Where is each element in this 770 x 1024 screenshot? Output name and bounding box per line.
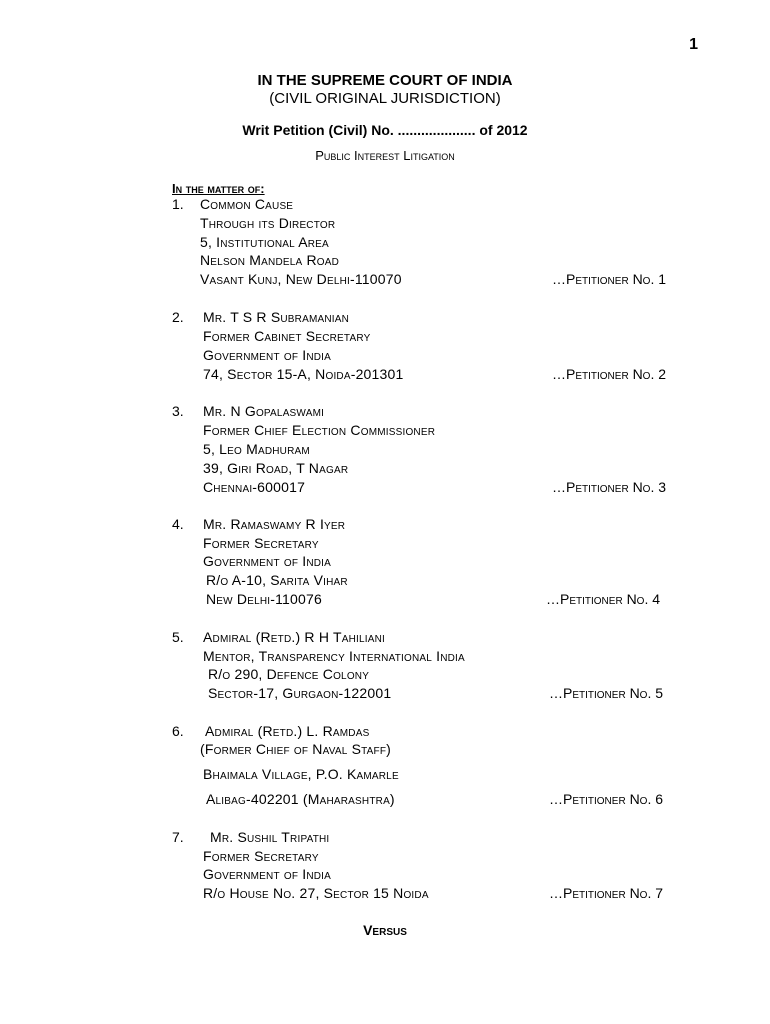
petition-number: Writ Petition (Civil) No. .................... of 2012 bbox=[242, 122, 528, 138]
petitioner-line: Mentor, Transparency International India bbox=[203, 648, 465, 664]
petitioner-label: …Petitioner No. 7 bbox=[549, 885, 664, 901]
petitioner-line: Admiral (Retd.) R H Tahiliani bbox=[203, 629, 386, 645]
matter-label: In the matter of: bbox=[172, 181, 265, 196]
petitioner-line: Admiral (Retd.) L. Ramdas bbox=[205, 723, 370, 739]
petitioner-line: Mr. N Gopalaswami bbox=[203, 403, 325, 419]
petitioner-line: R/o A-10, Sarita Vihar bbox=[206, 572, 348, 588]
petitioner-label: …Petitioner No. 5 bbox=[549, 685, 664, 701]
court-title: IN THE SUPREME COURT OF INDIA bbox=[257, 72, 513, 89]
petitioner-number: 1. bbox=[172, 196, 184, 212]
petitioner-number: 7. bbox=[172, 829, 184, 845]
petitioner-line: 39, Giri Road, T Nagar bbox=[203, 460, 349, 476]
petitioner-line: Mr. T S R Subramanian bbox=[203, 309, 350, 325]
petitioner-label: …Petitioner No. 3 bbox=[552, 479, 667, 495]
petitioner-line: Former Cabinet Secretary bbox=[203, 328, 371, 344]
petitioner-line: (Former Chief of Naval Staff) bbox=[200, 741, 392, 757]
petitioner-line: Vasant Kunj, New Delhi-110070 bbox=[200, 271, 402, 287]
petitioner-label: …Petitioner No. 2 bbox=[552, 366, 667, 382]
page-number: 1 bbox=[689, 36, 698, 53]
petitioner-line: Common Cause bbox=[200, 196, 294, 212]
petitioner-line: Government of India bbox=[203, 866, 332, 882]
petitioner-line: Chennai-600017 bbox=[203, 479, 306, 495]
petitioner-number: 6. bbox=[172, 723, 184, 739]
petitioner-line: Through its Director bbox=[200, 215, 336, 231]
petitioner-line: Sector-17, Gurgaon-122001 bbox=[208, 685, 392, 701]
petitioner-line: R/o House No. 27, Sector 15 Noida bbox=[203, 885, 429, 901]
petitioner-line: Mr. Sushil Tripathi bbox=[210, 829, 330, 845]
petitioner-line: Former Chief Election Commissioner bbox=[203, 422, 436, 438]
petitioner-line: Former Secretary bbox=[203, 535, 319, 551]
petitioner-label: …Petitioner No. 1 bbox=[552, 271, 667, 287]
petitioner-line: Nelson Mandela Road bbox=[200, 252, 340, 268]
petitioner-line: 74, Sector 15-A, Noida-201301 bbox=[203, 366, 404, 382]
jurisdiction: (CIVIL ORIGINAL JURISDICTION) bbox=[269, 90, 501, 107]
petitioner-number: 4. bbox=[172, 516, 184, 532]
petitioner-line: Government of India bbox=[203, 347, 332, 363]
petitioner-line: Mr. Ramaswamy R Iyer bbox=[203, 516, 346, 532]
petitioner-line: Alibag-402201 (Maharashtra) bbox=[206, 791, 395, 807]
petitioner-line: Bhaimala Village, P.O. Kamarle bbox=[203, 766, 399, 782]
petitioner-line: New Delhi-110076 bbox=[206, 591, 322, 607]
petitioner-number: 3. bbox=[172, 403, 184, 419]
petition-type: Public Interest Litigation bbox=[315, 148, 455, 163]
petitioner-number: 2. bbox=[172, 309, 184, 325]
petitioner-number: 5. bbox=[172, 629, 184, 645]
petitioner-label: …Petitioner No. 6 bbox=[549, 791, 664, 807]
petitioner-label: …Petitioner No. 4 bbox=[546, 591, 661, 607]
petitioner-line: R/o 290, Defence Colony bbox=[208, 666, 370, 682]
petitioner-line: Government of India bbox=[203, 553, 332, 569]
versus-heading: Versus bbox=[363, 922, 407, 938]
petitioner-line: Former Secretary bbox=[203, 848, 319, 864]
petitioner-line: 5, Institutional Area bbox=[200, 234, 329, 250]
petitioner-line: 5, Leo Madhuram bbox=[203, 441, 310, 457]
